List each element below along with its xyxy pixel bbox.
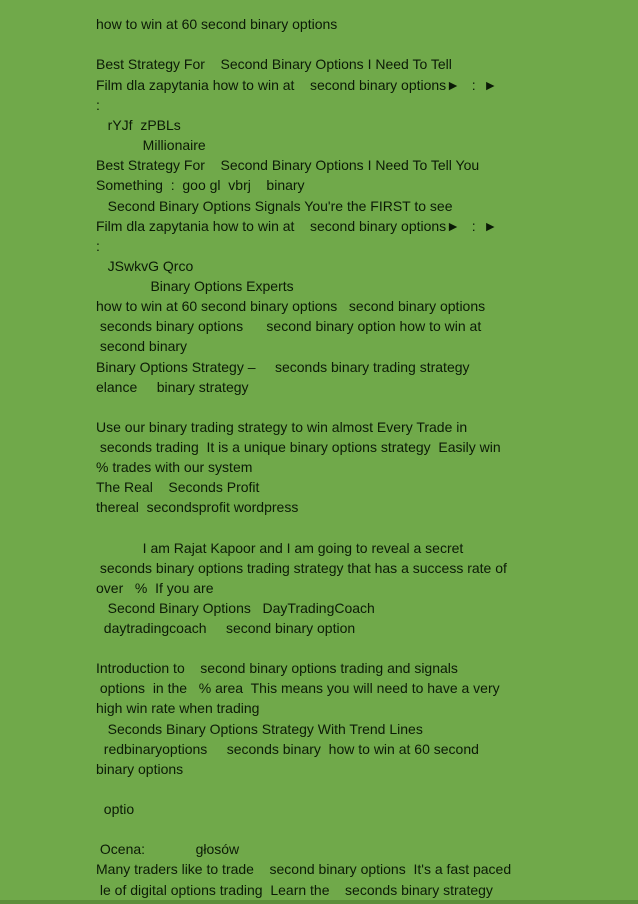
text-line-27: I am Rajat Kapoor and I am going to reveal a secret [96,540,464,556]
text-line-23: % trades with our system [96,459,253,475]
text-line-11: Film dla zapytania how to win at second binary options► : ► [96,218,498,234]
text-line-24: The Real Seconds Profit [96,479,260,495]
text-line-13: JSwkvG Qrco [96,258,194,274]
text-line-12: : [96,238,100,254]
text-line-37: redbinaryoptions seconds binary how to win at 60 second [96,741,479,757]
text-line-14: Binary Options Experts [96,278,294,294]
text-line-22: seconds trading It is a unique binary options strategy Easily win [96,439,501,455]
text-line-38: binary options [96,761,184,777]
text-line-19: elance binary strategy [96,379,249,395]
text-line-29: over % If you are [96,580,214,596]
text-line-07: Millionaire [96,137,206,153]
text-line-04: Film dla zapytania how to win at second binary options► : ► [96,77,498,93]
text-line-21: Use our binary trading strategy to win almost Every Trade in [96,419,468,435]
text-line-03: Best Strategy For Second Binary Options I Need To Tell [96,56,452,72]
text-line-16: seconds binary options second binary option how to win at [96,318,482,334]
text-line-42: Ocena: głosów [96,841,240,857]
text-line-35: high win rate when trading [96,700,260,716]
text-line-31: daytradingcoach second binary option [96,620,356,636]
text-line-44: le of digital options trading Learn the seconds binary strategy [96,882,493,898]
text-line-10: Second Binary Options Signals You're the FIRST to see [96,198,453,214]
text-line-15: how to win at 60 second binary options second binary options [96,298,486,314]
text-line-09: Something : goo gl vbrj binary [96,177,305,193]
text-line-33: Introduction to second binary options trading and signals [96,660,458,676]
text-line-01: how to win at 60 second binary options [96,16,338,32]
text-line-30: Second Binary Options DayTradingCoach [96,600,375,616]
text-line-08: Best Strategy For Second Binary Options I Need To Tell You [96,157,480,173]
text-line-05: : [96,97,100,113]
text-line-18: Binary Options Strategy – seconds binary trading strategy [96,359,470,375]
text-line-36: Seconds Binary Options Strategy With Trend Lines [96,721,423,737]
page-bottom-divider [0,900,638,904]
text-line-17: second binary [96,338,188,354]
text-line-25: thereal secondsprofit wordpress [96,499,299,515]
text-line-34: options in the % area This means you will need to have a very [96,680,500,696]
text-line-28: seconds binary options trading strategy that has a success rate of [96,560,507,576]
text-line-40: optio [96,801,135,817]
text-line-43: Many traders like to trade second binary options It's a fast paced [96,861,512,877]
text-line-06: rYJf zPBLs [96,117,181,133]
